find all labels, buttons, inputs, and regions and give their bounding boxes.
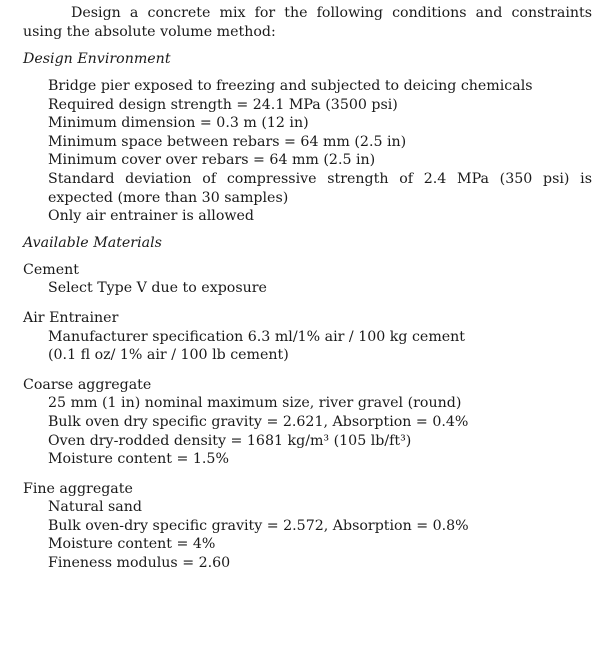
air-entrainer-item: Manufacturer specification 6.3 ml/1% air / 100 kg cement — [48, 328, 466, 345]
air-entrainer-item: (0.1 fl oz/ 1% air / 100 lb cement) — [48, 347, 289, 364]
design-environment-item: Standard deviation of compressive strength of 2.4 MPa (350 psi) is expected (more than 30 samples) — [48, 170, 592, 206]
intro-paragraph: Design a concrete mix for the following conditions and constraints using the absolute volume method: — [23, 5, 592, 40]
design-environment-list — [23, 77, 592, 226]
design-environment-item: Minimum dimension = 0.3 m (12 in) — [48, 115, 309, 132]
design-environment-item: Only air entrainer is allowed — [48, 208, 254, 225]
fine-aggregate-item: Moisture content = 4% — [48, 536, 216, 553]
coarse-aggregate-item: Oven dry-rodded density = 1681 kg/m³ (105 lb/ft³) — [48, 432, 412, 449]
fine-aggregate-item: Fineness modulus = 2.60 — [48, 555, 231, 572]
material-title-fine-aggregate: Fine aggregate — [23, 480, 133, 497]
coarse-aggregate-list — [23, 394, 592, 468]
coarse-aggregate-item: Bulk oven dry specific gravity = 2.621, Absorption = 0.4% — [48, 413, 469, 430]
fine-aggregate-item: Natural sand — [48, 499, 142, 516]
section-title-design-environment: Design Environment — [23, 51, 171, 67]
cement-item: Select Type V due to exposure — [48, 280, 267, 297]
coarse-aggregate-item: 25 mm (1 in) nominal maximum size, river gravel (round) — [48, 395, 462, 412]
design-environment-item: Minimum space between rebars = 64 mm (2.5 in) — [48, 133, 407, 150]
cement-list — [23, 279, 592, 298]
design-environment-item: Bridge pier exposed to freezing and subjected to deicing chemicals — [48, 78, 533, 94]
design-environment-item: Required design strength = 24.1 MPa (3500 psi) — [48, 96, 398, 113]
fine-aggregate-item: Bulk oven-dry specific gravity = 2.572, Absorption = 0.8% — [48, 517, 469, 534]
material-title-cement: Cement — [23, 261, 79, 278]
material-title-air-entrainer: Air Entrainer — [23, 309, 119, 326]
coarse-aggregate-item: Moisture content = 1.5% — [48, 451, 229, 468]
design-environment-item: Minimum cover over rebars = 64 mm (2.5 in) — [48, 152, 376, 169]
section-title-available-materials: Available Materials — [23, 234, 162, 251]
air-entrainer-list — [23, 328, 592, 365]
fine-aggregate-list — [23, 498, 592, 572]
material-title-coarse-aggregate: Coarse aggregate — [23, 376, 152, 393]
